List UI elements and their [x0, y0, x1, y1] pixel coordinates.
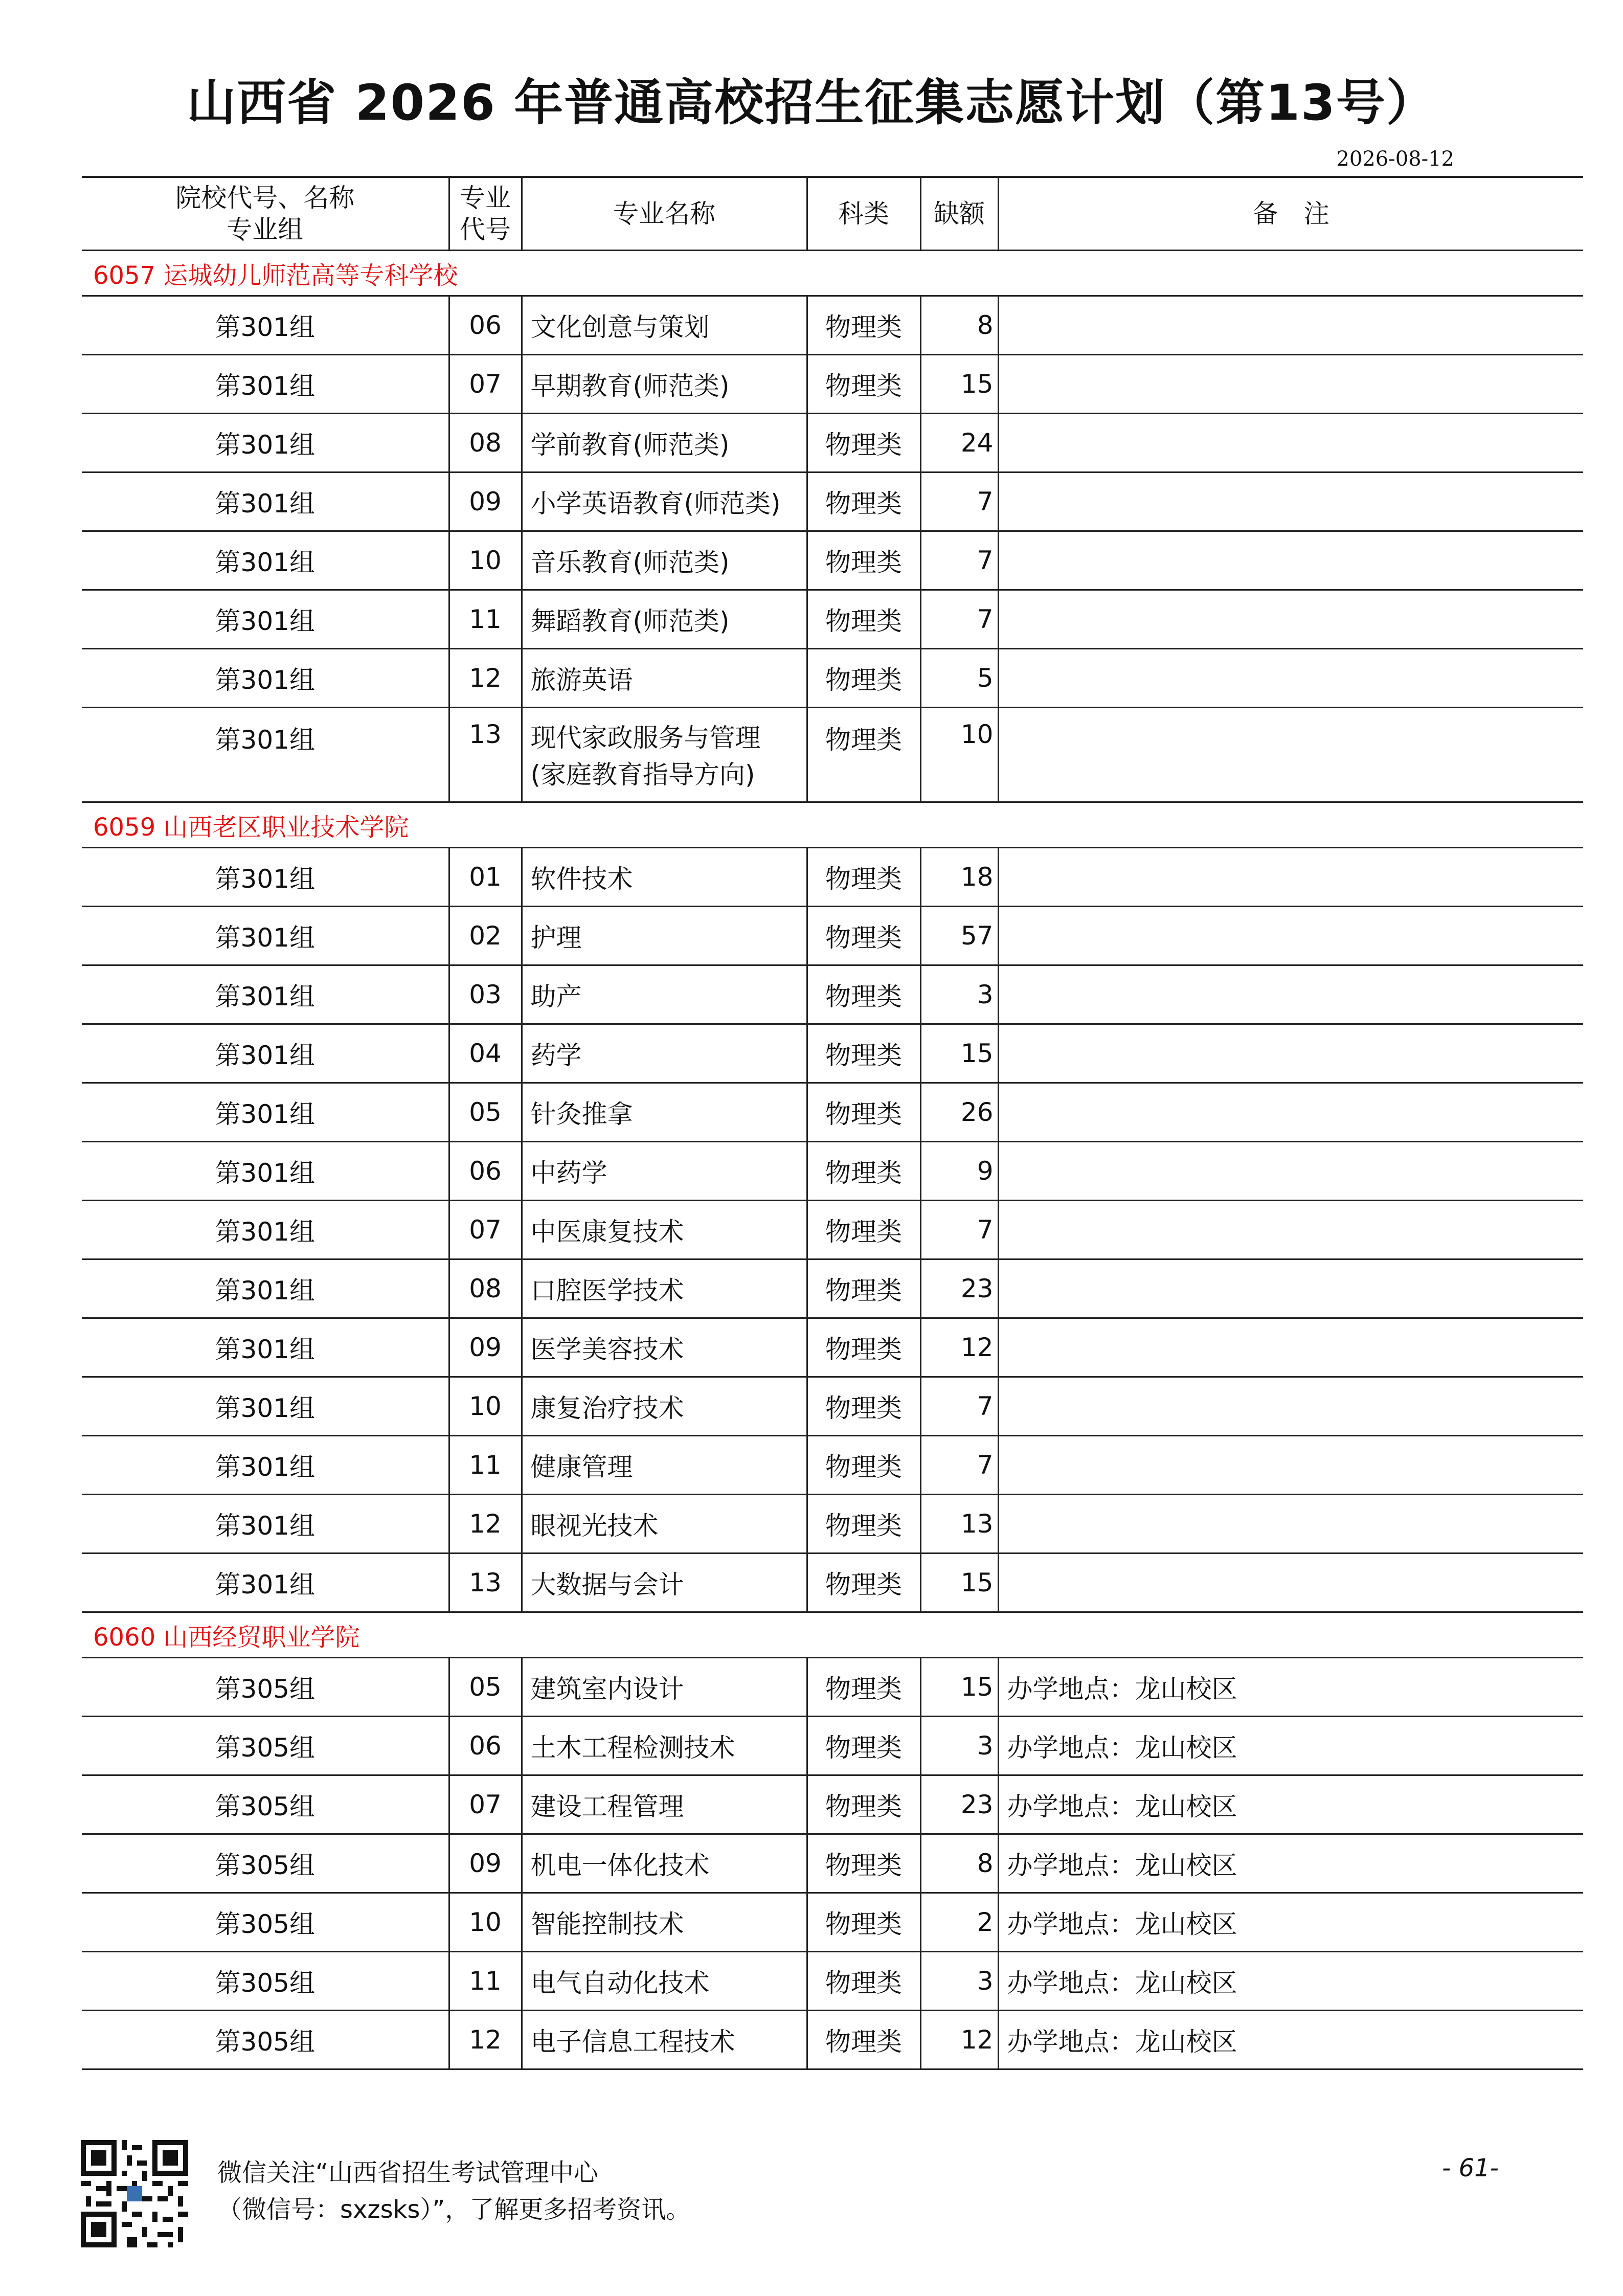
page-title: 山西省 2026 年普通高校招生征集志愿计划（第13号）	[187, 74, 1436, 131]
note-cell	[998, 590, 1583, 649]
publish-date: 2026-08-12	[1336, 147, 1454, 171]
major-name-cell: 土木工程检测技术	[522, 1717, 807, 1775]
vacancy-cell: 3	[920, 1952, 998, 2011]
note-cell	[998, 708, 1583, 802]
major-code-cell: 06	[449, 1142, 522, 1201]
table-row	[82, 708, 1583, 802]
header-group-line2: 专业组	[227, 215, 304, 244]
table-header-row	[82, 177, 1583, 251]
major-name-cell: 文化创意与策划	[522, 296, 807, 355]
major-name-cell: 软件技术	[522, 848, 807, 907]
note-cell	[998, 472, 1583, 531]
group-cell: 第305组	[82, 1717, 449, 1775]
vacancy-cell: 12	[920, 1318, 998, 1377]
note-cell	[998, 1436, 1583, 1495]
major-name-cell: 小学英语教育(师范类)	[522, 472, 807, 531]
group-cell: 第301组	[82, 649, 449, 708]
subject-cell: 物理类	[807, 708, 920, 802]
group-cell: 第301组	[82, 472, 449, 531]
vacancy-cell: 7	[920, 1436, 998, 1495]
major-name-cell: 眼视光技术	[522, 1495, 807, 1554]
major-code-cell: 02	[449, 907, 522, 965]
vacancy-cell: 15	[920, 1554, 998, 1612]
subject-cell: 物理类	[807, 907, 920, 965]
group-cell: 第301组	[82, 1083, 449, 1142]
note-cell: 办学地点：龙山校区	[998, 1834, 1583, 1893]
major-code-cell: 06	[449, 296, 522, 355]
major-name-cell	[522, 708, 807, 802]
subject-cell: 物理类	[807, 1259, 920, 1318]
major-name-cell: 音乐教育(师范类)	[522, 531, 807, 590]
footer-wechat-line1: 微信关注“山西省招生考试管理中心	[217, 2158, 598, 2187]
group-cell: 第305组	[82, 2011, 449, 2069]
header-subject: 科类	[807, 177, 920, 251]
group-cell: 第301组	[82, 1495, 449, 1554]
note-cell	[998, 531, 1583, 590]
subject-cell: 物理类	[807, 1436, 920, 1495]
note-cell	[998, 1318, 1583, 1377]
qr-code-icon	[81, 2140, 188, 2247]
major-name-cell: 医学美容技术	[522, 1318, 807, 1377]
vacancy-cell: 8	[920, 1834, 998, 1893]
vacancy-cell: 23	[920, 1259, 998, 1318]
header-name: 专业名称	[522, 177, 807, 251]
group-cell: 第301组	[82, 1318, 449, 1377]
vacancy-cell: 5	[920, 649, 998, 708]
vacancy-cell: 3	[920, 965, 998, 1024]
major-code-cell: 03	[449, 965, 522, 1024]
table-row	[82, 296, 1583, 355]
vacancy-cell: 7	[920, 472, 998, 531]
major-code-cell: 07	[449, 1201, 522, 1259]
subject-cell: 物理类	[807, 1952, 920, 2011]
note-cell: 办学地点：龙山校区	[998, 2011, 1583, 2069]
note-cell	[998, 1377, 1583, 1436]
subject-cell: 物理类	[807, 1893, 920, 1952]
subject-cell: 物理类	[807, 1834, 920, 1893]
major-code-cell: 12	[449, 1495, 522, 1554]
major-name-cell: 旅游英语	[522, 649, 807, 708]
major-code-cell: 05	[449, 1658, 522, 1717]
note-cell	[998, 1024, 1583, 1083]
table-row	[82, 414, 1583, 472]
note-cell: 办学地点：龙山校区	[998, 1952, 1583, 2011]
header-vacancy: 缺额	[920, 177, 998, 251]
note-cell	[998, 848, 1583, 907]
major-name-cell: 药学	[522, 1024, 807, 1083]
vacancy-cell: 57	[920, 907, 998, 965]
subject-cell: 物理类	[807, 965, 920, 1024]
table-row	[82, 1142, 1583, 1201]
subject-cell: 物理类	[807, 649, 920, 708]
major-code-cell: 11	[449, 590, 522, 649]
major-code-cell: 13	[449, 708, 522, 802]
note-cell	[998, 965, 1583, 1024]
vacancy-cell: 15	[920, 1658, 998, 1717]
table-row	[82, 590, 1583, 649]
major-code-cell: 04	[449, 1024, 522, 1083]
table-row	[82, 1717, 1583, 1775]
note-cell	[998, 907, 1583, 965]
major-code-cell: 09	[449, 1318, 522, 1377]
major-name-cell: 学前教育(师范类)	[522, 414, 807, 472]
school-header-row	[82, 251, 1583, 296]
group-cell: 第305组	[82, 1775, 449, 1834]
major-code-cell: 05	[449, 1083, 522, 1142]
group-cell: 第301组	[82, 907, 449, 965]
major-code-cell: 08	[449, 1259, 522, 1318]
vacancy-cell: 10	[920, 708, 998, 802]
major-name-cell: 建设工程管理	[522, 1775, 807, 1834]
subject-cell: 物理类	[807, 1658, 920, 1717]
major-code-cell: 07	[449, 1775, 522, 1834]
group-cell: 第301组	[82, 414, 449, 472]
group-cell: 第301组	[82, 296, 449, 355]
vacancy-cell: 23	[920, 1775, 998, 1834]
header-code-line2: 代号	[460, 215, 511, 244]
page-number: - 61-	[1442, 2154, 1499, 2182]
major-code-cell: 10	[449, 531, 522, 590]
vacancy-cell: 12	[920, 2011, 998, 2069]
header-code	[449, 177, 522, 251]
subject-cell: 物理类	[807, 414, 920, 472]
note-cell: 办学地点：龙山校区	[998, 1717, 1583, 1775]
vacancy-cell: 7	[920, 1201, 998, 1259]
major-code-cell: 09	[449, 472, 522, 531]
header-group-line1: 院校代号、名称	[175, 183, 355, 213]
major-name-cell: 护理	[522, 907, 807, 965]
table-row	[82, 1893, 1583, 1952]
major-name-cell: 助产	[522, 965, 807, 1024]
school-name: 6059 山西老区职业技术学院	[82, 802, 1583, 848]
plan-table	[82, 176, 1583, 2070]
table-row	[82, 848, 1583, 907]
group-cell: 第301组	[82, 965, 449, 1024]
subject-cell: 物理类	[807, 1201, 920, 1259]
vacancy-cell: 2	[920, 1893, 998, 1952]
vacancy-cell: 7	[920, 590, 998, 649]
table-row	[82, 472, 1583, 531]
vacancy-cell: 18	[920, 848, 998, 907]
major-code-cell: 06	[449, 1717, 522, 1775]
header-note: 备 注	[998, 177, 1583, 251]
major-code-cell: 12	[449, 2011, 522, 2069]
group-cell: 第301组	[82, 1377, 449, 1436]
note-cell: 办学地点：龙山校区	[998, 1658, 1583, 1717]
subject-cell: 物理类	[807, 1083, 920, 1142]
group-cell: 第301组	[82, 1142, 449, 1201]
table-row	[82, 1259, 1583, 1318]
major-name-cell: 康复治疗技术	[522, 1377, 807, 1436]
note-cell	[998, 1142, 1583, 1201]
subject-cell: 物理类	[807, 1377, 920, 1436]
group-cell: 第301组	[82, 1201, 449, 1259]
table-row	[82, 1952, 1583, 2011]
table-row	[82, 649, 1583, 708]
note-cell: 办学地点：龙山校区	[998, 1775, 1583, 1834]
subject-cell: 物理类	[807, 848, 920, 907]
major-code-cell: 13	[449, 1554, 522, 1612]
note-cell	[998, 1554, 1583, 1612]
table-row	[82, 1318, 1583, 1377]
major-name-cell: 大数据与会计	[522, 1554, 807, 1612]
school-header-row	[82, 1612, 1583, 1658]
major-code-cell: 07	[449, 355, 522, 414]
major-code-cell: 10	[449, 1893, 522, 1952]
subject-cell: 物理类	[807, 1142, 920, 1201]
note-cell	[998, 1495, 1583, 1554]
major-name-cell: 中药学	[522, 1142, 807, 1201]
vacancy-cell: 7	[920, 1377, 998, 1436]
header-code-line1: 专业	[460, 183, 511, 213]
note-cell	[998, 1259, 1583, 1318]
table-row	[82, 1554, 1583, 1612]
major-code-cell: 08	[449, 414, 522, 472]
major-name-cell: 舞蹈教育(师范类)	[522, 590, 807, 649]
table-row	[82, 1775, 1583, 1834]
group-cell: 第301组	[82, 355, 449, 414]
vacancy-cell: 15	[920, 1024, 998, 1083]
vacancy-cell: 24	[920, 414, 998, 472]
header-group	[82, 177, 449, 251]
subject-cell: 物理类	[807, 472, 920, 531]
subject-cell: 物理类	[807, 1775, 920, 1834]
table-row	[82, 2011, 1583, 2069]
footer-wechat-line2: （微信号：sxzsks）”，了解更多招考资讯。	[217, 2195, 691, 2224]
vacancy-cell: 9	[920, 1142, 998, 1201]
major-name-cell: 电子信息工程技术	[522, 2011, 807, 2069]
note-cell	[998, 1083, 1583, 1142]
group-cell: 第305组	[82, 1658, 449, 1717]
vacancy-cell: 15	[920, 355, 998, 414]
table-row	[82, 1201, 1583, 1259]
table-row	[82, 1658, 1583, 1717]
subject-cell: 物理类	[807, 1717, 920, 1775]
note-cell	[998, 414, 1583, 472]
subject-cell: 物理类	[807, 355, 920, 414]
major-name-cell: 早期教育(师范类)	[522, 355, 807, 414]
major-name-cell: 中医康复技术	[522, 1201, 807, 1259]
note-cell	[998, 649, 1583, 708]
vacancy-cell: 13	[920, 1495, 998, 1554]
group-cell: 第301组	[82, 531, 449, 590]
group-cell: 第301组	[82, 708, 449, 802]
vacancy-cell: 3	[920, 1717, 998, 1775]
major-name-cell: 机电一体化技术	[522, 1834, 807, 1893]
table-row	[82, 1436, 1583, 1495]
table-row	[82, 1495, 1583, 1554]
major-code-cell: 11	[449, 1952, 522, 2011]
table-row	[82, 531, 1583, 590]
major-name-cell: 电气自动化技术	[522, 1952, 807, 2011]
major-code-cell: 11	[449, 1436, 522, 1495]
group-cell: 第305组	[82, 1952, 449, 2011]
note-cell	[998, 1201, 1583, 1259]
major-code-cell: 12	[449, 649, 522, 708]
table-row	[82, 355, 1583, 414]
major-name-line2: (家庭教育指导方向)	[530, 760, 755, 790]
subject-cell: 物理类	[807, 2011, 920, 2069]
subject-cell: 物理类	[807, 1554, 920, 1612]
school-name: 6057 运城幼儿师范高等专科学校	[82, 251, 1583, 296]
major-name-cell: 建筑室内设计	[522, 1658, 807, 1717]
table-row	[82, 907, 1583, 965]
subject-cell: 物理类	[807, 590, 920, 649]
major-name-cell: 智能控制技术	[522, 1893, 807, 1952]
note-cell: 办学地点：龙山校区	[998, 1893, 1583, 1952]
table-row	[82, 1377, 1583, 1436]
table-row	[82, 1024, 1583, 1083]
group-cell: 第301组	[82, 590, 449, 649]
vacancy-cell: 8	[920, 296, 998, 355]
school-name: 6060 山西经贸职业学院	[82, 1612, 1583, 1658]
subject-cell: 物理类	[807, 1318, 920, 1377]
group-cell: 第301组	[82, 1259, 449, 1318]
subject-cell: 物理类	[807, 531, 920, 590]
group-cell: 第301组	[82, 1024, 449, 1083]
subject-cell: 物理类	[807, 1024, 920, 1083]
table-row	[82, 965, 1583, 1024]
major-code-cell: 09	[449, 1834, 522, 1893]
vacancy-cell: 26	[920, 1083, 998, 1142]
major-name-cell: 口腔医学技术	[522, 1259, 807, 1318]
plan-table-body	[82, 251, 1583, 2069]
group-cell: 第301组	[82, 1436, 449, 1495]
major-code-cell: 01	[449, 848, 522, 907]
group-cell: 第305组	[82, 1834, 449, 1893]
table-row	[82, 1834, 1583, 1893]
table-row	[82, 1083, 1583, 1142]
note-cell	[998, 296, 1583, 355]
vacancy-cell: 7	[920, 531, 998, 590]
major-name-cell: 针灸推拿	[522, 1083, 807, 1142]
subject-cell: 物理类	[807, 296, 920, 355]
group-cell: 第301组	[82, 848, 449, 907]
group-cell: 第305组	[82, 1893, 449, 1952]
major-code-cell: 10	[449, 1377, 522, 1436]
school-header-row	[82, 802, 1583, 848]
group-cell: 第301组	[82, 1554, 449, 1612]
major-name-cell: 健康管理	[522, 1436, 807, 1495]
major-name-line1: 现代家政服务与管理	[530, 723, 761, 753]
note-cell	[998, 355, 1583, 414]
subject-cell: 物理类	[807, 1495, 920, 1554]
